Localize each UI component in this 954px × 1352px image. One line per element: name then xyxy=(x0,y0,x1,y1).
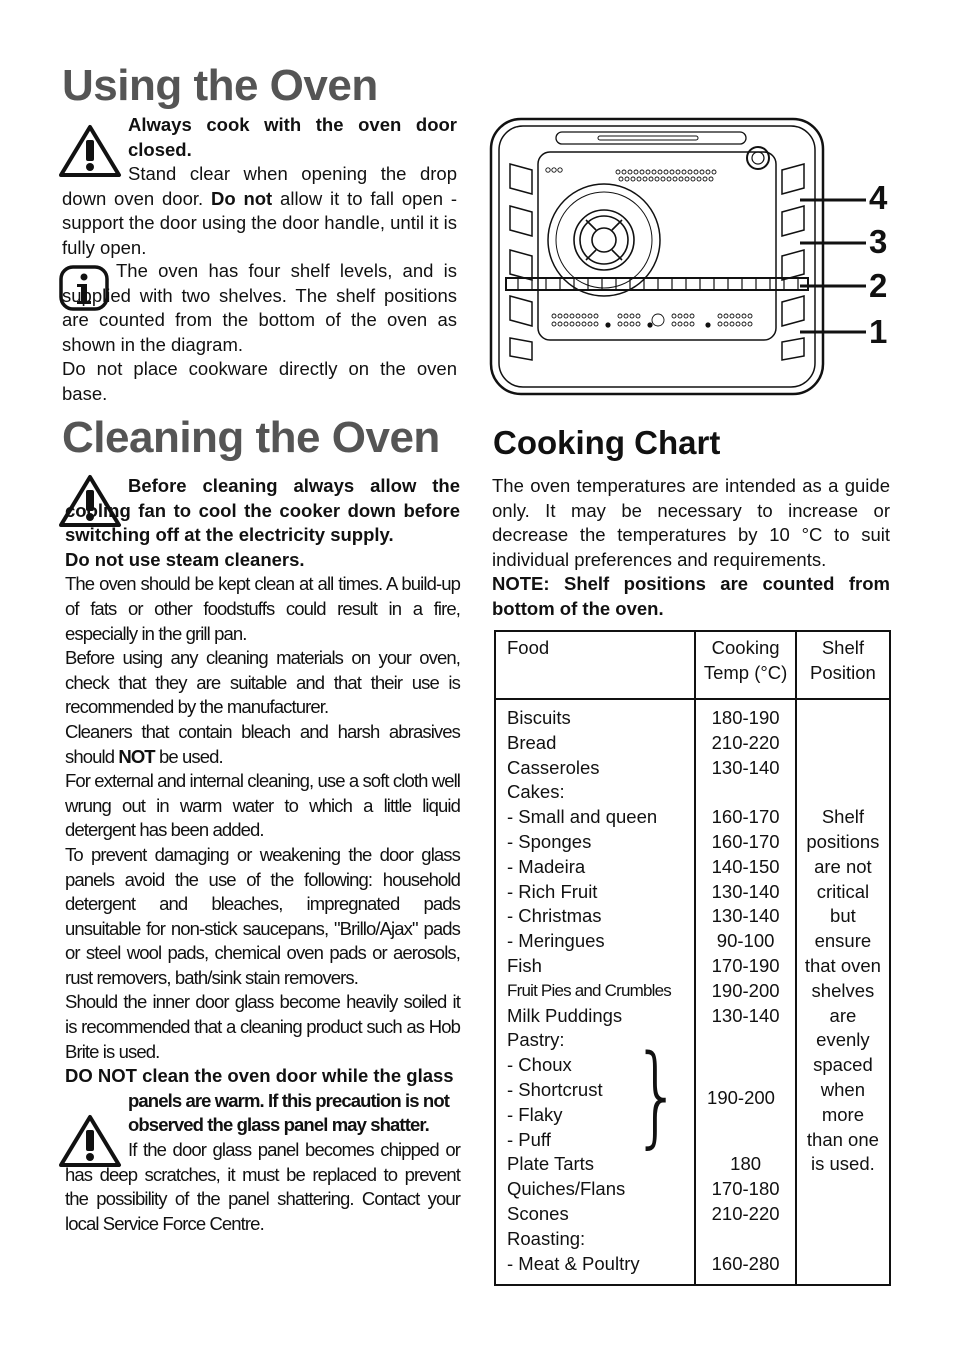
shelf-label-3: 3 xyxy=(869,223,888,260)
temp-column xyxy=(695,699,795,1285)
shelf-note-line: evenly xyxy=(816,1029,870,1051)
chart-note-text: NOTE: Shelf positions are counted from bottom of the oven. xyxy=(492,573,890,619)
shelf-note-line: when xyxy=(820,1078,866,1100)
shelf-note-line: are xyxy=(829,1004,857,1026)
temp-value: 90-100 xyxy=(716,930,775,952)
food-item: Casseroles xyxy=(507,756,600,778)
food-item: - Puff xyxy=(507,1128,551,1150)
shelf-label-2: 2 xyxy=(869,267,888,304)
shelf-note-line: than one xyxy=(806,1128,879,1150)
info-text: The oven has four shelf levels, and is supplied with two shelves. The shelf positions are counted from the bottom of the oven as shown in the diagram. xyxy=(62,260,457,355)
food-item: - Christmas xyxy=(507,905,602,927)
temp-value: 160-170 xyxy=(711,806,780,828)
page-title-using-oven: Using the Oven xyxy=(62,61,378,110)
temp-value xyxy=(696,1028,794,1053)
shelf-label-1: 1 xyxy=(869,313,888,350)
shelf-note-line: ensure xyxy=(814,930,872,952)
shelf-note-line xyxy=(797,780,889,805)
temp-value xyxy=(696,1128,794,1153)
temp-value: 210-220 xyxy=(711,1202,780,1224)
header-temp: Cooking Temp (°C) xyxy=(695,631,795,699)
warning-do-not: Do not xyxy=(210,187,273,209)
table-row xyxy=(495,699,890,1285)
cleaning-paragraph-3a: Cleaners that contain bleach and harsh abrasives should xyxy=(65,720,460,767)
shelf-note-line: is used. xyxy=(811,1153,875,1175)
cooking-chart-intro xyxy=(492,474,890,622)
warning-text-1: Stand clear when opening the drop down oven door. xyxy=(62,163,457,209)
shelf-note-line xyxy=(797,731,889,756)
food-item: Biscuits xyxy=(507,707,571,728)
shelf-label-4: 4 xyxy=(869,179,888,216)
temp-value: 160-280 xyxy=(711,1252,780,1274)
food-item: Pastry: xyxy=(507,1029,565,1051)
shelf-column xyxy=(796,699,890,1285)
header-food: Food xyxy=(495,631,695,699)
do-not-clean-line-3: observed the glass panel may shatter. xyxy=(128,1114,429,1136)
cleaning-warning-bold-2: Do not use steam cleaners. xyxy=(65,548,305,570)
temp-value: 170-190 xyxy=(711,954,780,976)
shelf-note-line: but xyxy=(830,905,856,927)
cleaning-text-block xyxy=(65,474,460,1236)
temp-value: 210-220 xyxy=(711,731,780,753)
shelf-note-line: shelves xyxy=(811,979,875,1001)
warning-icon xyxy=(58,1114,122,1168)
food-item: Quiches/Flans xyxy=(507,1178,626,1200)
cleaning-paragraph-6: Should the inner door glass become heavily soiled it is recommended that a cleaning product such as Hob Brite is used. xyxy=(65,991,460,1062)
food-item: - Shortcrust xyxy=(507,1078,603,1100)
temp-value: 190-200 xyxy=(711,979,780,1001)
food-item: Roasting: xyxy=(507,1227,586,1249)
warning-bold-text: Always cook with the oven door closed. xyxy=(128,114,457,160)
food-item: Bread xyxy=(507,731,557,753)
temp-value: 130-140 xyxy=(711,1004,780,1026)
cooking-chart-table xyxy=(494,630,891,1286)
temp-value: 180-190 xyxy=(711,707,780,728)
cooking-chart-title: Cooking Chart xyxy=(493,424,721,461)
food-item: - Meat & Poultry xyxy=(507,1252,640,1274)
using-warning-block xyxy=(62,113,457,261)
using-info-block xyxy=(62,259,457,407)
food-item: - Meringues xyxy=(507,930,605,952)
shelf-note-line: Shelf xyxy=(821,806,864,828)
temp-value: 180 xyxy=(730,1153,762,1175)
temp-value: 130-140 xyxy=(711,905,780,927)
shelf-note-line: positions xyxy=(806,830,880,852)
shelf-note-line xyxy=(797,756,889,781)
pastry-temp: 190-200 xyxy=(707,1087,775,1108)
shelf-note-line: are not xyxy=(814,855,872,877)
food-item: - Madeira xyxy=(507,855,586,877)
chart-intro-text: The oven temperatures are intended as a guide only. It may be necessary to increase or decrease the temperatures by 10 °C to suit individual preferences and requirements. xyxy=(492,475,890,570)
shelf-note-line xyxy=(797,706,889,731)
shelf-note-line: more xyxy=(821,1103,864,1125)
food-column xyxy=(495,699,695,1285)
temp-value: 170-180 xyxy=(711,1178,780,1200)
temp-value xyxy=(696,1227,794,1252)
food-item: - Sponges xyxy=(507,830,592,852)
do-not-clean-line-2: panels are warm. If this precaution is not xyxy=(128,1089,449,1111)
food-item: Plate Tarts xyxy=(507,1153,595,1175)
food-item: - Small and queen xyxy=(507,806,658,828)
temp-value: 160-170 xyxy=(711,830,780,852)
cleaning-paragraph-5: To prevent damaging or weakening the door glass panels avoid the use of the following: household detergent and bleaches, impregnated pads unsuitable for non-stick saucepans, "Brillo/Ajax" pads or steel wool pads, chemical oven pads or aerosols, rust removers, bath/sink stain removers. xyxy=(65,843,460,988)
cleaning-paragraph-2: Before using any cleaning materials on your oven, check that they are suitable and that their use is recommended by the manufacturer. xyxy=(65,647,460,718)
warning-text-2: allow it to fall open - support the door using the door handle, until it is fully open. xyxy=(62,187,457,258)
temp-value: 130-140 xyxy=(711,880,780,902)
do-not-clean-line-1: DO NOT clean the oven door while the glass xyxy=(65,1065,454,1087)
pastry-brace: } xyxy=(632,1031,682,1159)
shelf-note-line: spaced xyxy=(813,1054,873,1076)
temp-value xyxy=(696,780,794,805)
temp-value: 130-140 xyxy=(711,756,780,778)
food-item: Milk Puddings xyxy=(507,1004,623,1026)
temp-value: 140-150 xyxy=(711,855,780,877)
temp-value xyxy=(696,1053,794,1078)
shelf-note-line: critical xyxy=(816,880,870,902)
cleaning-paragraph-3b: be used. xyxy=(154,745,223,767)
cookware-text: Do not place cookware directly on the oven base. xyxy=(62,358,457,404)
food-item: Fruit Pies and Crumbles xyxy=(507,980,671,1000)
cleaning-not: NOT xyxy=(118,745,155,767)
food-item: Cakes: xyxy=(507,781,565,803)
page-title-cleaning-oven: Cleaning the Oven xyxy=(62,413,440,462)
cleaning-paragraph-7: If the door glass panel becomes chipped or has deep scratches, it must be replaced to prevent the possibility of the panel shattering. Contact your local Service Force Centre. xyxy=(65,1139,460,1234)
oven-shelf-diagram xyxy=(488,116,888,398)
cleaning-warning-bold-1: Before cleaning always allow the cooling fan to cool the cooker down before switching off at the electricity supply. xyxy=(65,475,460,546)
food-item: Scones xyxy=(507,1202,569,1224)
header-shelf: Shelf Position xyxy=(796,631,890,699)
table-header-row xyxy=(495,631,890,699)
shelf-note-line: that oven xyxy=(804,954,881,976)
food-item: - Choux xyxy=(507,1054,572,1076)
food-item: - Rich Fruit xyxy=(507,880,598,902)
cleaning-paragraph-1: The oven should be kept clean at all times. A build-up of fats or other foodstuffs could result in a fire, especially in the grill pan. xyxy=(65,573,460,644)
cleaning-paragraph-4: For external and internal cleaning, use a soft cloth well wrung out in warm water to which a little liquid detergent has been added. xyxy=(65,770,461,841)
food-item: - Flaky xyxy=(507,1103,563,1125)
food-item: Fish xyxy=(507,954,542,976)
